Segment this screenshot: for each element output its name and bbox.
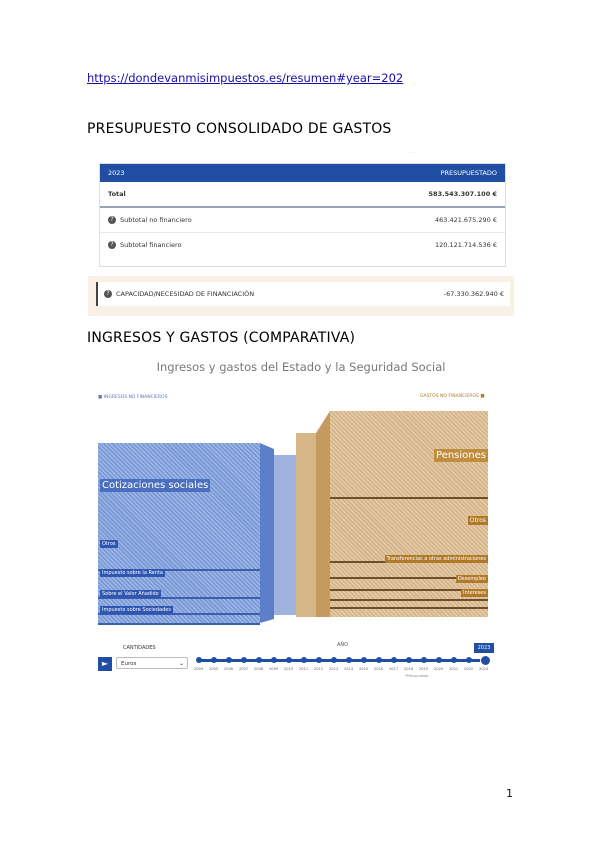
timeline-year-label: 2013 (329, 667, 339, 671)
income-label-renta: Impuesto sobre la Renta (102, 570, 163, 576)
chevron-down-icon: ⌄ (178, 660, 184, 667)
amounts-select[interactable] (116, 657, 188, 669)
income-label-cotizaciones: Cotizaciones sociales (102, 480, 209, 491)
timeline-year-label: 2015 (359, 667, 369, 671)
financing-panel (88, 276, 514, 316)
income-block-cotizaciones (98, 443, 260, 571)
timeline-dot[interactable] (196, 657, 202, 663)
income-block-iva (98, 615, 260, 625)
income-label-iva: Sobre el Valor Añadido (102, 591, 159, 597)
timeline-year-label: 2008 (254, 667, 264, 671)
source-url-link[interactable]: https://dondevanmisimpuestos.es/resumen#year=202 (87, 71, 404, 85)
budget-row-non-financial[interactable] (100, 208, 505, 233)
timeline-year-label: 2011 (299, 667, 309, 671)
timeline-handle[interactable] (480, 655, 491, 666)
timeline-dot[interactable] (226, 657, 232, 663)
timeline-title: AÑO (337, 642, 349, 648)
timeline-year-label: 2012 (314, 667, 324, 671)
timeline-dot[interactable] (316, 657, 322, 663)
timeline-dot[interactable] (241, 657, 247, 663)
section-title-comparison: INGRESOS Y GASTOS (COMPARATIVA) (87, 330, 356, 346)
spending-label-desempleo: Desempleo (457, 576, 486, 582)
timeline-dot[interactable] (256, 657, 262, 663)
timeline-year-label: 2014 (344, 667, 354, 671)
spending-label-pensiones: Pensiones (436, 450, 486, 461)
legend-spending: GASTOS NO FINANCIEROS ■ (420, 394, 485, 399)
budget-row-total (100, 182, 505, 208)
row-value: 583.543.307.100 € (428, 190, 497, 198)
amounts-select-value: Euros (121, 661, 137, 667)
timeline-dot[interactable] (376, 657, 382, 663)
timeline-year-label: 2010 (284, 667, 294, 671)
timeline-selected-year: 2023 (474, 643, 494, 653)
play-button[interactable]: ► (98, 657, 112, 671)
timeline-year-label: 2007 (239, 667, 249, 671)
timeline-dot[interactable] (211, 657, 217, 663)
help-icon[interactable]: ? (108, 216, 116, 224)
page-number: 1 (506, 787, 513, 800)
decorative-mark: · · (409, 150, 414, 156)
row-label: Total (108, 190, 126, 198)
row-value: 463.421.675.290 € (434, 216, 497, 224)
timeline-dot[interactable] (466, 657, 472, 663)
timeline-year-label: 2022 (464, 667, 474, 671)
amounts-label: CANTIDADES (123, 645, 156, 651)
row-value: 120.121.714.536 € (434, 241, 497, 249)
spending-column (330, 411, 488, 617)
timeline-year-label: 2009 (269, 667, 279, 671)
help-icon[interactable]: ? (108, 241, 116, 249)
budget-table-header (100, 164, 505, 182)
timeline-dot[interactable] (346, 657, 352, 663)
spending-label-intereses: Intereses (463, 590, 486, 596)
income-label-otros: Otros (102, 541, 116, 547)
financing-value: -67.330.362.940 € (443, 290, 504, 298)
timeline-year-label: 2023 (479, 667, 489, 671)
budget-table (99, 163, 506, 267)
timeline-year-label: 2016 (374, 667, 384, 671)
timeline-dot[interactable] (331, 657, 337, 663)
comparison-chart (98, 403, 500, 625)
timeline-note: *Presupuesto (405, 674, 429, 678)
timeline-dot[interactable] (361, 657, 367, 663)
timeline-year-label: 2020 (434, 667, 444, 671)
financing-label: CAPACIDAD/NECESIDAD DE FINANCIACIÓN (116, 290, 255, 298)
timeline-dot[interactable] (421, 657, 427, 663)
timeline-dot[interactable] (301, 657, 307, 663)
row-label: Subtotal financiero (120, 241, 182, 249)
spending-block-extra (330, 601, 488, 609)
spending-block-otros (330, 499, 488, 563)
timeline-dot[interactable] (436, 657, 442, 663)
section-title-budget: PRESUPUESTO CONSOLIDADO DE GASTOS (87, 121, 392, 137)
income-label-sociedades: Impuesto sobre Sociedades (102, 607, 171, 613)
timeline-year-label: 2018 (404, 667, 414, 671)
timeline-year-label: 2019 (419, 667, 429, 671)
timeline-year-label: 2005 (209, 667, 219, 671)
legend-income: ■ INGRESOS NO FINANCIEROS (98, 395, 168, 400)
chart-title: Ingresos y gastos del Estado y la Seguridad Social (156, 360, 446, 374)
timeline-dot[interactable] (271, 657, 277, 663)
timeline-dot[interactable] (286, 657, 292, 663)
timeline-year-label: 2017 (389, 667, 399, 671)
timeline-year-label: 2004 (194, 667, 204, 671)
timeline-year-label: 2021 (449, 667, 459, 671)
budget-year: 2023 (108, 169, 125, 177)
help-icon[interactable]: ? (104, 290, 112, 298)
financing-row[interactable] (96, 282, 510, 306)
budget-header-right: PRESUPUESTADO (440, 169, 497, 177)
flow-connector (260, 403, 330, 625)
timeline-year-label: 2006 (224, 667, 234, 671)
timeline-dot[interactable] (391, 657, 397, 663)
timeline-dot[interactable] (406, 657, 412, 663)
timeline-dot[interactable] (451, 657, 457, 663)
budget-row-financial[interactable] (100, 233, 505, 257)
row-label: Subtotal no financiero (120, 216, 192, 224)
spending-label-otros: Otros (469, 517, 486, 524)
spending-label-transferencias: Transferencias a otras administraciones (386, 556, 486, 562)
